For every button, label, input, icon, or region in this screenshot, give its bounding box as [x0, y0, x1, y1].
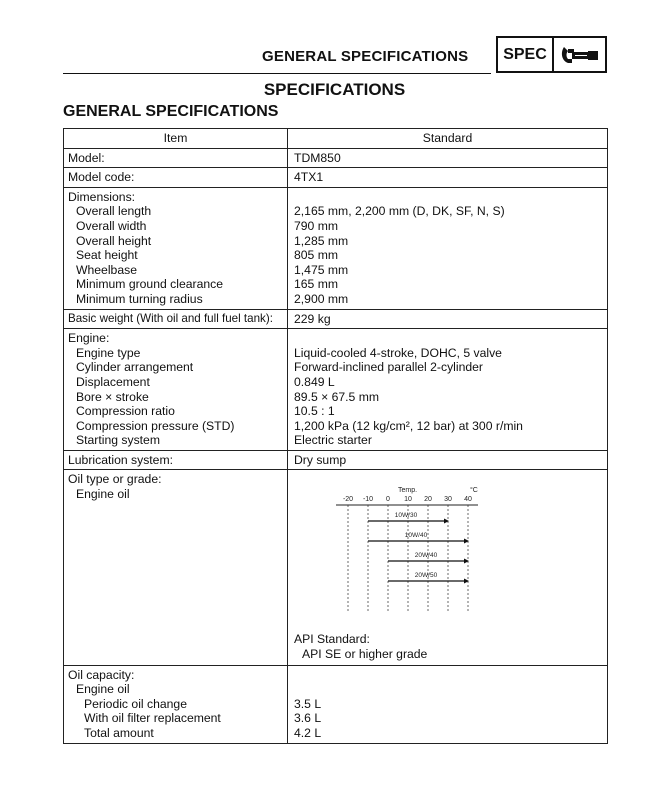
model-code-label: Model code:: [64, 168, 288, 187]
starting-system-label: Starting system: [76, 433, 160, 448]
dim-overall-width-label: Overall width: [76, 218, 147, 233]
engine-type-label: Engine type: [76, 345, 141, 360]
basic-weight-label: Basic weight (With oil and full fuel tank):: [64, 310, 288, 329]
lubrication-value: Dry sump: [294, 452, 347, 467]
model-value: TDM850: [294, 150, 341, 165]
table-row-lubrication: [64, 450, 607, 470]
starting-system-value: Electric starter: [294, 433, 372, 448]
section-heading: GENERAL SPECIFICATIONS: [63, 103, 279, 120]
model-code-value: 4TX1: [294, 170, 324, 185]
compression-pressure-value: 1,200 kPa (12 kg/cm², 12 bar) at 300 r/min: [294, 418, 523, 433]
api-standard-label: API Standard:: [294, 632, 370, 647]
table-row-model-code: [64, 167, 607, 187]
bore-stroke-value: 89.5 × 67.5 mm: [294, 389, 380, 404]
displacement-value: 0.849 L: [294, 374, 335, 389]
dim-overall-length-label: Overall length: [76, 204, 152, 219]
table-row-model: [64, 148, 607, 168]
oil-temperature-chart: [294, 472, 601, 632]
basic-weight-value: 229 kg: [294, 311, 331, 326]
dim-overall-height-label: Overall height: [76, 233, 152, 248]
series-label: 10W/40: [404, 532, 428, 540]
x-tick-label: 40: [464, 496, 472, 504]
dim-seat-height-value: 805 mm: [294, 248, 339, 263]
oil-capacity-title: Oil capacity:: [68, 667, 135, 682]
api-standard-value: API SE or higher grade: [302, 647, 428, 662]
compression-pressure-label: Compression pressure (STD): [76, 418, 235, 433]
header-section-title: GENERAL SPECIFICATIONS: [262, 48, 469, 65]
x-tick-label: 30: [444, 496, 452, 504]
displacement-label: Displacement: [76, 374, 150, 389]
series-label: 10W/30: [394, 512, 418, 520]
oil-capacity-engine-oil-label: Engine oil: [76, 682, 130, 697]
dim-turning-radius-value: 2,900 mm: [294, 291, 349, 306]
lubrication-label: Lubrication system:: [64, 451, 288, 470]
table-row-oil-type: [64, 469, 607, 664]
chart-unit-label: °C: [470, 487, 478, 495]
cylinder-arrangement-value: Forward-inclined parallel 2-cylinder: [294, 360, 483, 375]
table-row-oil-capacity: [64, 665, 607, 743]
dim-overall-length-value: 2,165 mm, 2,200 mm (D, DK, SF, N, S): [294, 204, 505, 219]
dim-overall-height-value: 1,285 mm: [294, 233, 349, 248]
oil-type-engine-oil-label: Engine oil: [76, 487, 130, 502]
compression-ratio-value: 10.5 : 1: [294, 404, 335, 419]
total-amount-label: Total amount: [84, 726, 154, 741]
dim-turning-radius-label: Minimum turning radius: [76, 291, 203, 306]
engine-type-value: Liquid-cooled 4-stroke, DOHC, 5 valve: [294, 345, 502, 360]
dim-ground-clearance-value: 165 mm: [294, 277, 339, 292]
bore-stroke-label: Bore × stroke: [76, 389, 149, 404]
engine-title: Engine:: [68, 331, 110, 346]
series-label: 20W/50: [414, 572, 438, 580]
oil-filter-replacement-label: With oil filter replacement: [84, 711, 221, 726]
oil-type-title: Oil type or grade:: [68, 472, 162, 487]
table-header-row: [64, 129, 607, 148]
x-tick-label: 0: [386, 496, 390, 504]
periodic-oil-change-label: Periodic oil change: [84, 696, 187, 711]
spec-table: [63, 128, 608, 744]
series-label: 20W/40: [414, 552, 438, 560]
page-title: SPECIFICATIONS: [263, 80, 406, 99]
oil-filter-replacement-value: 3.6 L: [294, 711, 322, 726]
periodic-oil-change-value: 3.5 L: [294, 696, 322, 711]
dim-overall-width-value: 790 mm: [294, 218, 339, 233]
x-tick-label: -10: [362, 496, 374, 504]
table-row-dimensions: [64, 187, 607, 309]
spec-badge-label: SPEC: [498, 38, 554, 71]
chart-title: Temp.: [398, 487, 418, 495]
oil-temperature-chart-svg: [334, 486, 504, 616]
dimensions-title: Dimensions:: [68, 189, 136, 204]
x-tick-label: -20: [342, 496, 354, 504]
header-rule: [63, 73, 491, 74]
model-label: Model:: [64, 149, 288, 168]
spec-badge: [496, 36, 607, 73]
x-tick-label: 20: [424, 496, 432, 504]
dim-ground-clearance-label: Minimum ground clearance: [76, 277, 223, 292]
x-tick-label: 10: [404, 496, 412, 504]
total-amount-value: 4.2 L: [294, 726, 322, 741]
column-header-item: Item: [64, 129, 288, 148]
table-row-engine: [64, 328, 607, 450]
table-row-basic-weight: [64, 309, 607, 329]
dim-wheelbase-value: 1,475 mm: [294, 262, 349, 277]
cylinder-arrangement-label: Cylinder arrangement: [76, 360, 194, 375]
compression-ratio-label: Compression ratio: [76, 404, 175, 419]
micrometer-icon: [558, 43, 602, 67]
dim-seat-height-label: Seat height: [76, 248, 138, 263]
column-header-standard: Standard: [422, 131, 473, 145]
dim-wheelbase-label: Wheelbase: [76, 262, 137, 277]
